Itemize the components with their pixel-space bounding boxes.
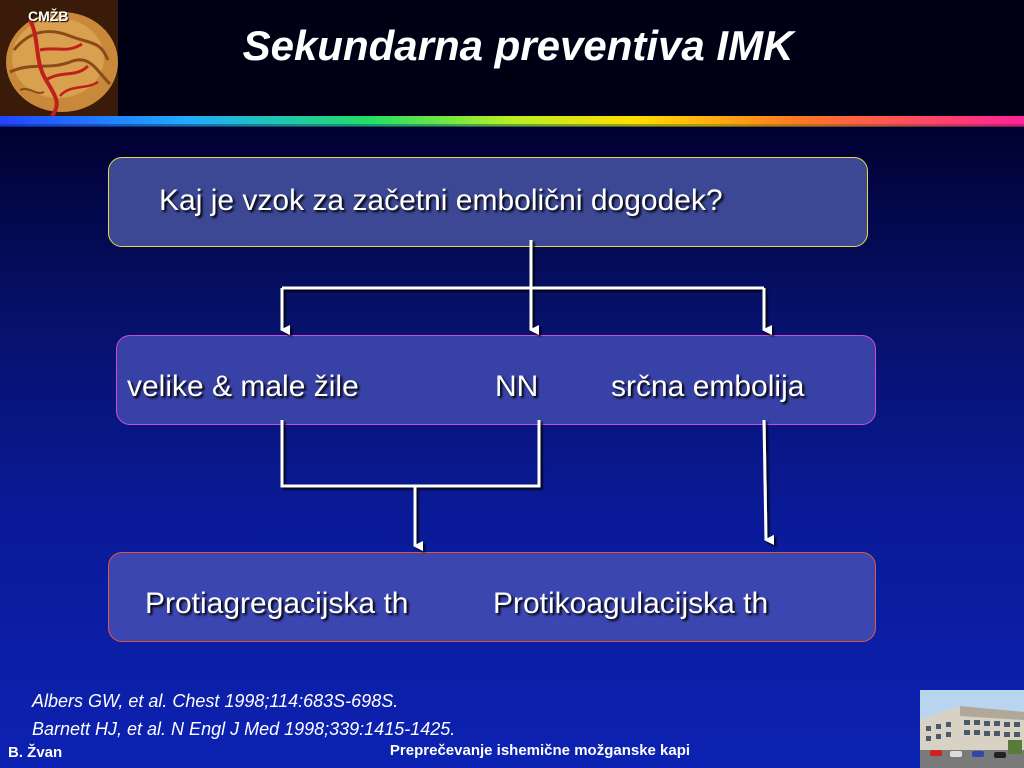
- treatments-box: [108, 552, 876, 642]
- logo-label: CMŽB: [28, 8, 69, 24]
- treatment-antiplatelet: Protiagregacijska th: [145, 587, 409, 620]
- brain-logo: [0, 0, 118, 118]
- references: [32, 687, 455, 743]
- slide-title: Sekundarna preventiva IMK: [242, 22, 794, 69]
- cause-unknown: NN: [495, 370, 539, 403]
- cause-cardiac-embolism: srčna embolija: [611, 370, 805, 403]
- reference-2: Barnett HJ, et al. N Engl J Med 1998;339:1415-1425.: [32, 719, 456, 739]
- rainbow-divider-shadow: [0, 124, 1024, 127]
- causes-box: [116, 335, 876, 425]
- treatment-anticoagulant: Protikoagulacijska th: [493, 587, 769, 620]
- footer-topic: Preprečevanje ishemične možganske kapi: [389, 742, 691, 759]
- arrow-merge-left: [282, 420, 539, 486]
- question-box: [108, 157, 868, 247]
- question-text: Kaj je vzok za začetni embolični dogodek?: [159, 184, 723, 217]
- arrow-to-anticoagulant: [764, 420, 766, 540]
- footer-author: B. Žvan: [8, 744, 63, 761]
- reference-1: Albers GW, et al. Chest 1998;114:683S-698S.: [32, 691, 399, 711]
- hospital-building-photo: [920, 690, 1024, 768]
- cause-large-small-vessels: velike & male žile: [127, 370, 359, 403]
